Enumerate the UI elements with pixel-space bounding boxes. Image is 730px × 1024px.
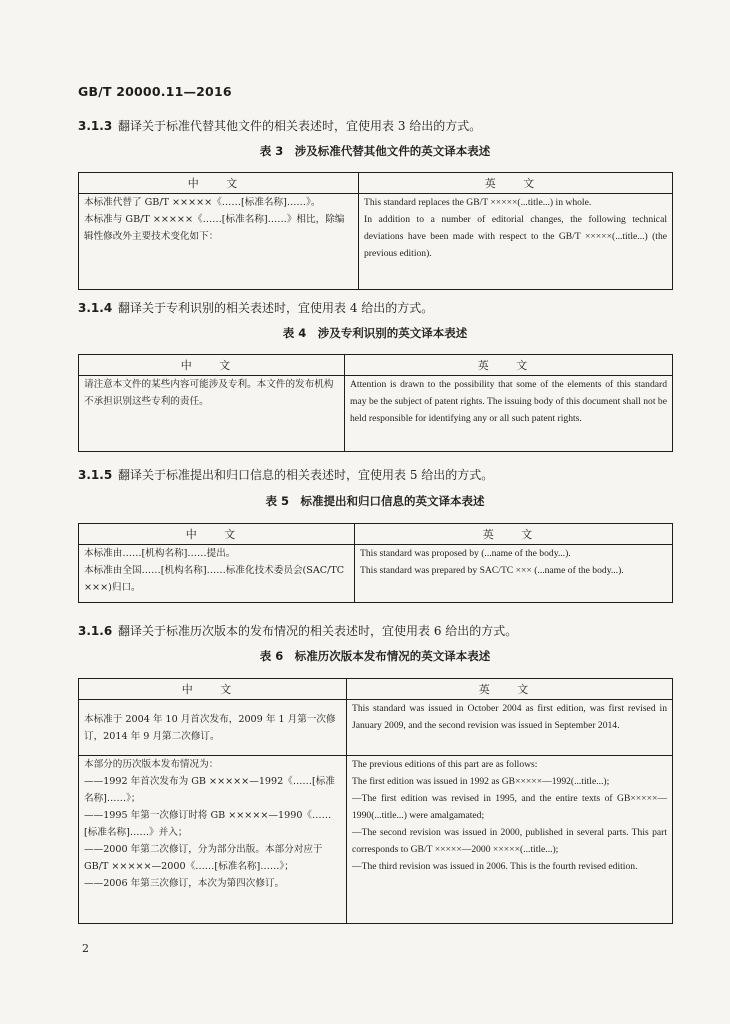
column-header-en: 英 文 xyxy=(359,173,673,194)
table-header-row xyxy=(79,355,673,376)
column-header-zh: 中 文 xyxy=(79,173,359,194)
cell-paragraph: The previous editions of this part are as follows: xyxy=(352,759,538,770)
table-header-row xyxy=(79,524,673,545)
table-4-caption: 表 4 涉及专利识别的英文译本表述 xyxy=(282,326,468,340)
table-row xyxy=(79,194,673,290)
cell-paragraph: 本标准于 2004 年 10 月首次发布，2009 年 1 月第一次修订，2014 年 9 月第二次修订。 xyxy=(84,713,336,742)
table-3-caption: 表 3 涉及标准代替其他文件的英文译本表述 xyxy=(259,144,491,158)
clause-number: 3.1.4 xyxy=(78,301,113,315)
cell-paragraph: The first edition was issued in 1992 as GB×××××—1992(...title...); xyxy=(352,776,610,787)
cell-paragraph: This standard was proposed by (...name of the body...). xyxy=(360,548,571,559)
cell-paragraph: This standard replaces the GB/T ×××××(...title...) in whole. xyxy=(364,197,592,208)
table-row xyxy=(79,756,673,924)
cell-paragraph: 本标准与 GB/T ×××××《……[标准名称]……》相比，除编辑性修改外主要技术变化如下： xyxy=(84,214,345,242)
cell-paragraph: ——1992 年首次发布为 GB ×××××—1992《……[标准名称]……》； xyxy=(84,776,335,804)
table-row xyxy=(79,545,673,603)
clause-3-1-5 xyxy=(78,466,493,483)
cell-zh xyxy=(79,194,359,290)
clause-text: 翻译关于专利识别的相关表述时，宜使用表 4 给出的方式。 xyxy=(118,301,434,315)
table-6-caption: 表 6 标准历次版本发布情况的英文译本表述 xyxy=(259,649,491,663)
clause-3-1-4 xyxy=(78,299,433,316)
column-header-zh: 中 文 xyxy=(79,355,345,376)
cell-paragraph: 本部分的历次版本发布情况为： xyxy=(84,759,219,770)
cell-zh xyxy=(79,756,347,924)
table-row xyxy=(79,700,673,756)
table-row xyxy=(79,376,673,452)
clause-text: 翻译关于标准提出和归口信息的相关表述时，宜使用表 5 给出的方式。 xyxy=(118,468,494,482)
clause-text: 翻译关于标准历次版本的发布情况的相关表述时，宜使用表 6 给出的方式。 xyxy=(118,624,518,638)
cell-paragraph: 请注意本文件的某些内容可能涉及专利。本文件的发布机构不承担识别这些专利的责任。 xyxy=(84,379,334,407)
cell-en xyxy=(347,756,673,924)
table-5 xyxy=(78,523,673,603)
column-header-zh: 中 文 xyxy=(79,679,347,700)
clause-number: 3.1.3 xyxy=(78,119,113,133)
table-header-row xyxy=(79,173,673,194)
clause-text: 翻译关于标准代替其他文件的相关表述时，宜使用表 3 给出的方式。 xyxy=(118,119,482,133)
table-header-row xyxy=(79,679,673,700)
cell-en xyxy=(345,376,673,452)
clause-number: 3.1.5 xyxy=(78,468,113,482)
column-header-en: 英 文 xyxy=(347,679,673,700)
cell-paragraph: ——2000 年第二次修订，分为部分出版。本部分对应于 GB/T ×××××—2000《……[标准名称]……》； xyxy=(84,844,323,872)
cell-paragraph: ——1995 年第一次修订时将 GB ×××××—1990《……[标准名称]……》并入； xyxy=(84,810,332,838)
cell-paragraph: ——2006 年第三次修订，本次为第四次修订。 xyxy=(84,878,285,889)
column-header-en: 英 文 xyxy=(355,524,673,545)
cell-zh xyxy=(79,700,347,756)
clause-3-1-3 xyxy=(78,117,481,134)
clause-3-1-6 xyxy=(78,622,517,639)
cell-en xyxy=(359,194,673,290)
page-number: 2 xyxy=(82,942,89,955)
cell-paragraph: 本标准代替了 GB/T ×××××《……[标准名称]……》。 xyxy=(84,197,321,208)
cell-paragraph: —The second revision was issued in 2000, published in several parts. This part corresponds to GB/T ×××××—2000 ×××××(...title...); xyxy=(352,827,667,855)
table-4 xyxy=(78,354,673,452)
cell-paragraph: 本标准由……[机构名称]……提出。 xyxy=(84,548,236,559)
table-6 xyxy=(78,678,673,924)
cell-paragraph: Attention is drawn to the possibility that some of the elements of this standard may be the subject of patent rights. The issuing body of this document shall not be held responsible for identifying any or all such patent rights. xyxy=(350,379,667,424)
cell-paragraph: In addition to a number of editorial changes, the following technical deviations have been made with respect to the GB/T ×××××(...title...) (the previous edition). xyxy=(364,214,667,259)
cell-paragraph: —The first edition was revised in 1995, and the entire texts of GB×××××—1990(...title...) were amalgamated; xyxy=(352,793,667,821)
cell-paragraph: 本标准由全国……[机构名称]……标准化技术委员会(SAC/TC ×××)归口。 xyxy=(84,565,345,593)
cell-zh xyxy=(79,376,345,452)
cell-en xyxy=(355,545,673,603)
cell-paragraph: —The third revision was issued in 2006. This is the fourth revised edition. xyxy=(352,861,638,872)
clause-number: 3.1.6 xyxy=(78,624,113,638)
page-header: GB/T 20000.11—2016 xyxy=(78,84,232,99)
cell-en xyxy=(347,700,673,756)
cell-paragraph: This standard was issued in October 2004 as first edition, was first revised in January 2009, and the second revision was issued in September 2014. xyxy=(352,703,667,731)
cell-paragraph: This standard was prepared by SAC/TC ××× (...name of the body...). xyxy=(360,565,624,576)
column-header-en: 英 文 xyxy=(345,355,673,376)
table-5-caption: 表 5 标准提出和归口信息的英文译本表述 xyxy=(265,494,485,508)
table-3 xyxy=(78,172,673,290)
column-header-zh: 中 文 xyxy=(79,524,355,545)
cell-zh xyxy=(79,545,355,603)
